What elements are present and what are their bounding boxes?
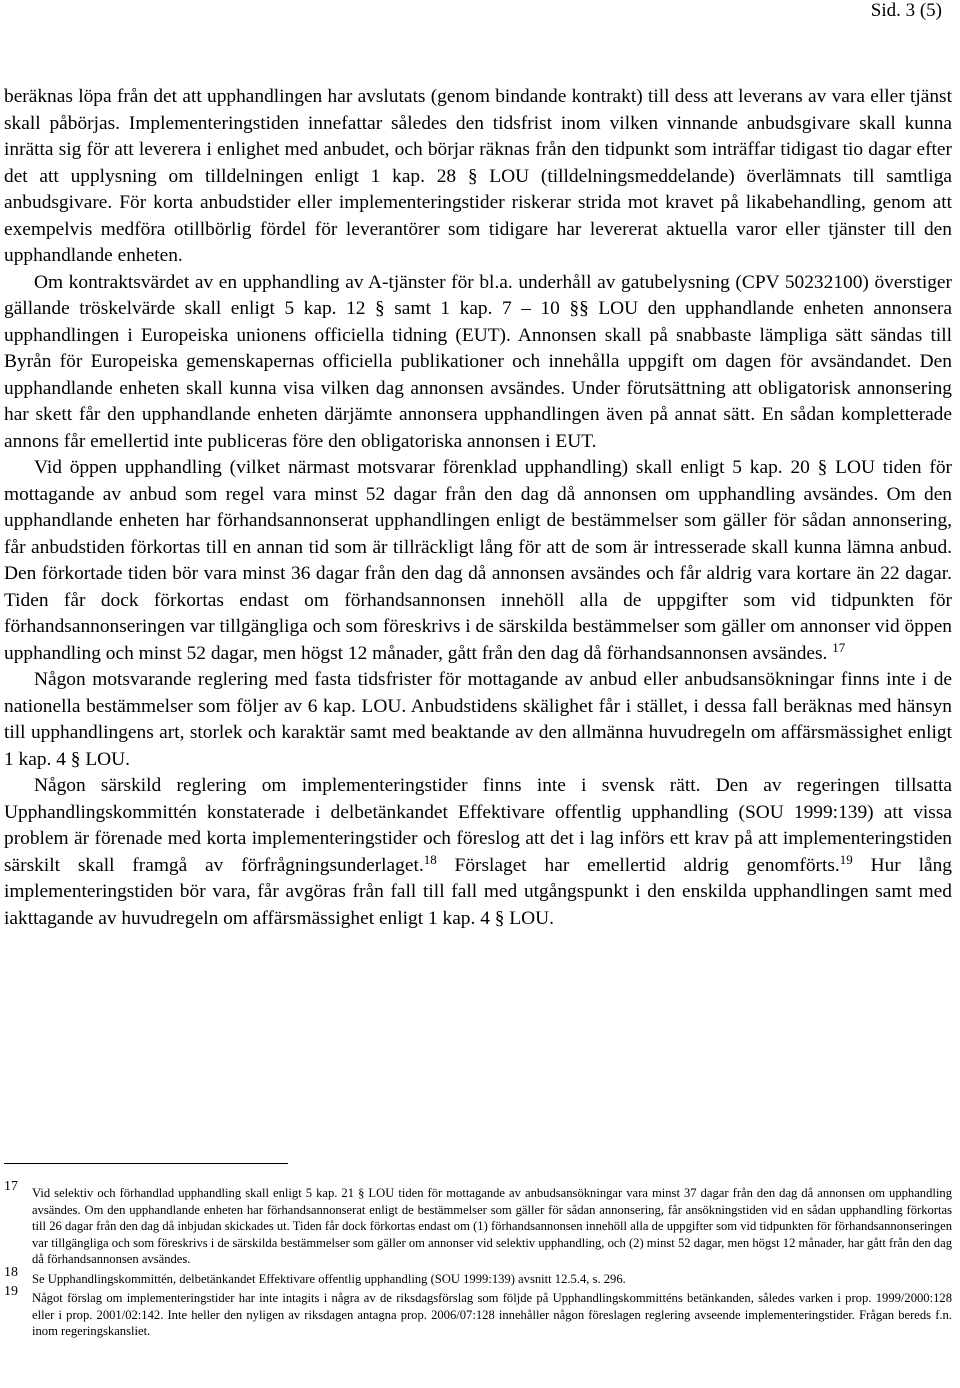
paragraph: Någon motsvarande reglering med fasta tidsfrister för mottagande av anbud eller anbudsansökningar finns inte i de nationella bestämmelser som följer av 6 kap. LOU. Anbudstidens skälighet får i stället, i dessa fall beräknas med hänsyn till upphandlingens art, storlek och karaktär samt med beaktande av den allmänna huvudregeln om affärsmässighet enligt 1 kap. 4 § LOU. — [4, 669, 952, 770]
footnote-text: Något förslag om implementeringstider har inte intagits i några av de riksdagsförslag som följde på Upphandlingskommitténs betänkanden, således varken i prop. 1999/2000:128 eller i prop. 2001/02:142. Inte heller den nyligen av riksdagen antagna prop. 2006/07:128 innehåller någon föreslagen reglering avseende implementeringstider. Frågan bereds f.n. inom regeringskansliet. — [32, 1291, 952, 1338]
footnote-text: Se Upphandlingskommittén, delbetänkandet Effektivare offentlig upphandling (SOU 1999:139) avsnitt 12.5.4, s. 296. — [32, 1271, 626, 1286]
paragraph-text: Förslaget har emellertid aldrig genomförts. — [436, 854, 840, 876]
document-body — [4, 84, 952, 932]
footnote-reference[interactable]: 18 — [423, 851, 437, 867]
paragraph — [4, 455, 952, 667]
footnote-number: 18 — [4, 1264, 18, 1280]
footnote-reference[interactable]: 17 — [832, 639, 846, 655]
footnote — [4, 1179, 952, 1268]
footnote-text: Vid selektiv och förhandlad upphandling skall enligt 5 kap. 21 § LOU tiden för mottagande av anbudsansökningar vara minst 37 dagar från den dag då annonsen om upphandling avsändes. Om den upphandlande enheten har förhandsannonserat enligt de bestämmelser som gäller för sådan annonsering, får ansökningstiden vid en sådan upphandling förkortas till 26 dagar från den dag då inbjudan skickades ut. Tiden får dock förkortas endast om (1) förhandsannonsen innehöll alla de uppgifter som vid tidpunkten för förhandsannonseringen var tillgängliga och som föreskrivs i de särskilda bestämmelser som gäller om annonser vid selektiv upphandling, och (2) minst 52 dagar, men högst 12 månader, har gått från den dag då förhandsannonsen avsändes. — [32, 1186, 952, 1266]
footnote — [4, 1284, 952, 1340]
footnote-reference[interactable]: 19 — [839, 851, 853, 867]
footnote-divider — [4, 1163, 288, 1164]
footnotes — [4, 1179, 952, 1343]
paragraph-text: Vid öppen upphandling (vilket närmast motsvarar förenklad upphandling) skall enligt 5 kap. 20 § LOU tiden för mottagande av anbud som regel vara minst 52 dagar från den dag då annonsen om upphandling avsändes. Om den upphandlande enheten har förhandsannonserat upphandlingen enligt de bestämmelser som gäller för sådan annonsering, får anbudstiden förkortas till en annan tid som är tillräckligt lång för att de som är intresserade skall kunna lämna anbud. Den förkortade tiden bör vara minst 36 dagar från den dag då annonsen avsändes och får aldrig vara kortare än 22 dagar. Tiden får dock förkortas endast om förhandsannonsen innehöll alla de uppgifter som vid tidpunkten för förhandsannonseringen var tillgängliga och som föreskrivs i de särskilda bestämmelser som gäller om annonser vid öppen upphandling och minst 52 dagar, men högst 12 månader, gått från den dag då förhandsannonsen avsändes. — [4, 457, 952, 664]
footnote-number: 19 — [4, 1284, 18, 1299]
paragraph-text: Hur lång implementeringstiden bör vara, får avgöras från fall till fall med utgångspunkt i den enskilda upphandlingen samt med iakttagande av huvudregeln om affärsmässighet enligt 1 kap. 4 § LOU. — [4, 854, 952, 929]
paragraph-text: Någon särskild reglering om implementeringstider finns inte i svensk rätt. Den av regeringen tillsatta Upphandlingskommittén konstaterade i delbetänkandet Effektivare offentlig upphandling (SOU 1999:139) att vissa problem är förenade med korta implementeringstider och föreslog att det i lag införs ett krav på att implementeringstiden särskilt skall framgå av förfrågningsunderlaget. — [4, 775, 952, 876]
footnote-number: 17 — [4, 1179, 18, 1194]
page-number: Sid. 3 (5) — [870, 0, 942, 21]
paragraph: Om kontraktsvärdet av en upphandling av A-tjänster för bl.a. underhåll av gatubelysning (CPV 50232100) överstiger gällande tröskelvärde skall enligt 5 kap. 12 § samt 1 kap. 7 – 10 §§ LOU den upphandlande enheten annonsera upphandlingen i Europeiska unionens officiella tidning (EUT). Annonsen skall på snabbaste lämpliga sätt sändas till Byrån för Europeiska gemenskapernas officiella publikationer och innehålla uppgift om dagen för avsändandet. Den upphandlande enheten skall kunna visa vilken dag annonsen avsändes. Under förutsättning att obligatorisk annonsering har skett får den upphandlande enheten därjämte annonsera upphandlingen även på annat sätt. En sådan kompletterade annons får emellertid inte publiceras före den obligatoriska annonsen i EUT. — [4, 271, 952, 452]
footnote — [4, 1264, 952, 1288]
paragraph: beräknas löpa från det att upphandlingen har avslutats (genom bindande kontrakt) till dess att leverans av vara eller tjänst skall påbörjas. Implementeringstiden innefattar således den tidsfrist inom vilken vinnande anbudsgivare skall kunna inrätta sig för att leverera i enlighet med anbudet, och börjar räknas från den tidpunkt som inträffar tidigast tio dagar efter det att upplysning om tilldelningen enligt 1 kap. 28 § LOU (tilldelningsmeddelande) överlämnats till samtliga anbudsgivare. För korta anbudstider eller implementeringstider riskerar strida mot kravet på likabehandling, genom att exempelvis medföra otillbörlig fördel för leverantörer som tidigare har levererat aktuella varor eller tjänster till den upphandlande enheten. — [4, 86, 952, 266]
paragraph — [4, 773, 952, 932]
